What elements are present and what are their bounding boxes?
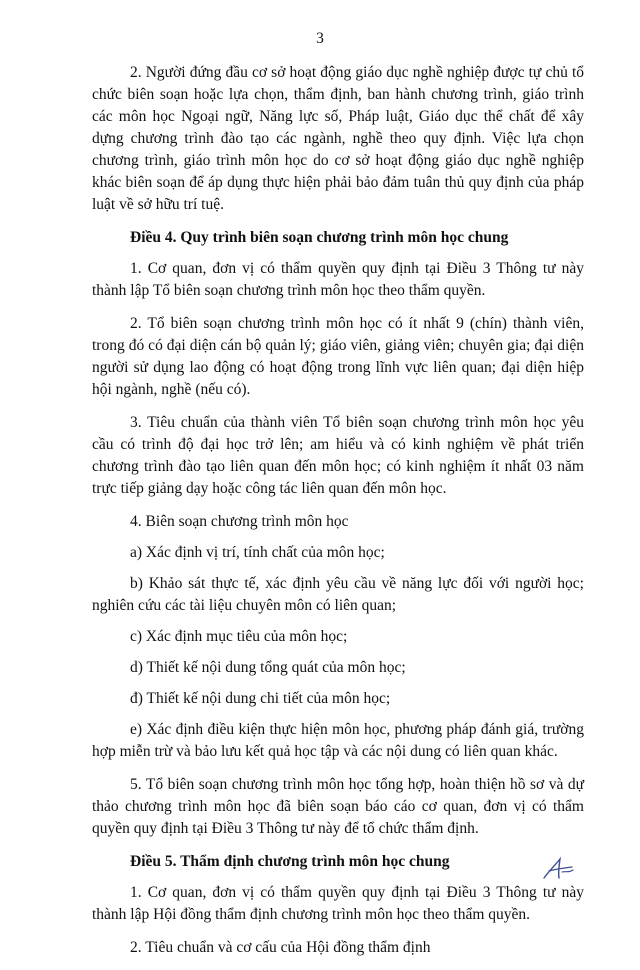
- document-body: [92, 62, 584, 970]
- paragraph: 1. Cơ quan, đơn vị có thẩm quyền quy định tại Điều 3 Thông tư này thành lập Tổ biên soạn chương trình môn học theo thẩm quyền.: [92, 260, 584, 299]
- paragraph: 2. Tổ biên soạn chương trình môn học có ít nhất 9 (chín) thành viên, trong đó có đại diện cán bộ quản lý; giáo viên, giảng viên; chuyên gia; đại diện người sử dụng lao động có hoạt động trong lĩnh vực liên quan; đại diện hiệp hội ngành, nghề (nếu có).: [92, 315, 584, 398]
- list-item: a) Xác định vị trí, tính chất của môn học;: [130, 544, 385, 561]
- list-item: d) Thiết kế nội dung tổng quát của môn học;: [130, 659, 406, 676]
- list-item: e) Xác định điều kiện thực hiện môn học, phương pháp đánh giá, trường hợp miễn trừ và bảo lưu kết quả học tập và các nội dung có liên quan khác.: [92, 721, 584, 760]
- paragraph: 3. Tiêu chuẩn của thành viên Tổ biên soạn chương trình môn học yêu cầu có trình độ đại học trở lên; am hiểu và có kinh nghiệm về phát triển chương trình đào tạo liên quan đến môn học; có kinh nghiệm ít nhất 03 năm trực tiếp giảng dạy hoặc công tác liên quan đến môn học.: [92, 414, 584, 497]
- article-4-heading: Điều 4. Quy trình biên soạn chương trình môn học chung: [130, 229, 509, 246]
- article-5-heading: Điều 5. Thẩm định chương trình môn học chung: [130, 853, 450, 870]
- paragraph: 4. Biên soạn chương trình môn học: [130, 513, 349, 530]
- paragraph: 1. Cơ quan, đơn vị có thẩm quyền quy định tại Điều 3 Thông tư này thành lập Hội đồng thẩm định chương trình môn học theo thẩm quyền.: [92, 884, 584, 923]
- paragraph: 2. Người đứng đầu cơ sở hoạt động giáo dục nghề nghiệp được tự chủ tổ chức biên soạn hoặc lựa chọn, thẩm định, ban hành chương trình, giáo trình các môn học Ngoại ngữ, Năng lực số, Pháp luật, Giáo dục thể chất để xây dựng chương trình đào tạo các ngành, nghề theo quy định. Việc lựa chọn chương trình, giáo trình môn học do cơ sở hoạt động giáo dục nghề nghiệp khác biên soạn để áp dụng thực hiện phải bảo đảm tuân thủ quy định của pháp luật về sở hữu trí tuệ.: [92, 64, 584, 213]
- list-item: c) Xác định mục tiêu của môn học;: [130, 628, 348, 645]
- page-number: 3: [316, 30, 324, 47]
- handwritten-initial-icon: [540, 856, 576, 882]
- list-item: b) Khảo sát thực tế, xác định yêu cầu về năng lực đối với người học; nghiên cứu các tài liệu chuyên môn có liên quan;: [92, 575, 584, 614]
- paragraph: 2. Tiêu chuẩn và cơ cấu của Hội đồng thẩm định: [130, 939, 431, 956]
- paragraph: 5. Tổ biên soạn chương trình môn học tổng hợp, hoàn thiện hồ sơ và dự thảo chương trình môn học đã biên soạn báo cáo cơ quan, đơn vị có thẩm quyền quy định tại Điều 3 Thông tư này để tổ chức thẩm định.: [92, 776, 584, 837]
- list-item: đ) Thiết kế nội dung chi tiết của môn học;: [130, 690, 391, 707]
